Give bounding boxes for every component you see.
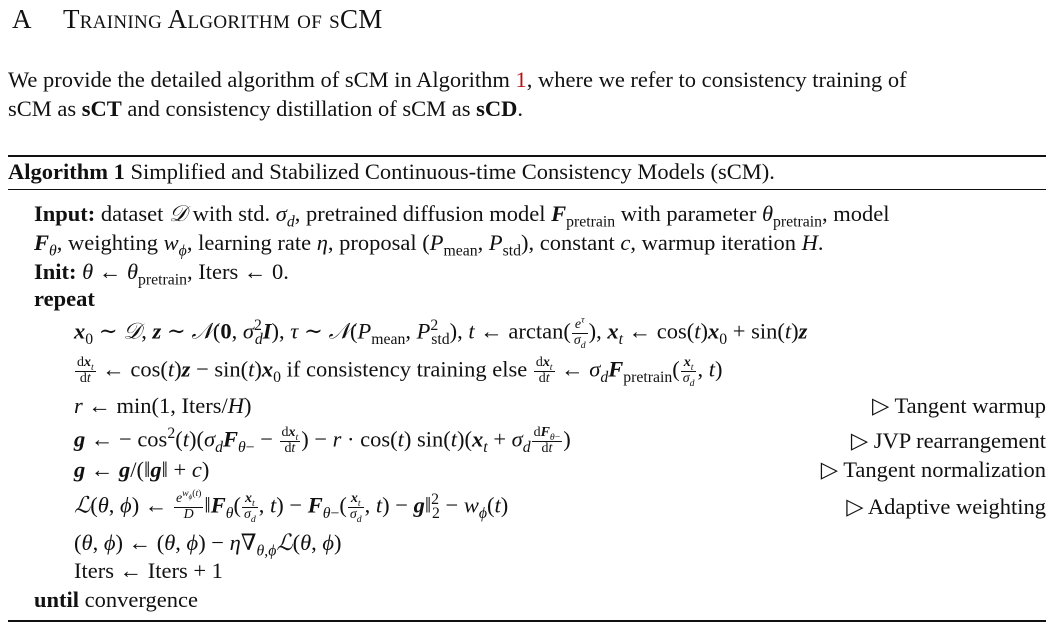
algorithm-init-line: Init: θ ← $\theta_{pretrain}$, Iters ← 0. [34,259,289,289]
until-keyword: until [34,587,80,612]
algorithm-warmup-line: r ← min(1, Iters/H) [74,393,252,418]
init-keyword: Init: [34,259,77,284]
algorithm-label: Algorithm 1 [8,159,125,184]
sct-term: sCT [81,96,122,121]
algorithm-input-line-2: $F_\theta$, weighting $w_\phi$, learning rate η, proposal ($P_{mean}$, $P_{std}$), constant c, warmup iteration H. [34,230,824,260]
algorithm-reference-link[interactable]: 1 [515,67,527,92]
intro-text-2b: and consistency distillation of sCM as [121,96,477,121]
algorithm-mid-rule [8,189,1046,190]
algorithm-caption-text: Simplified and Stabilized Continuous-time Consistency Models (sCM). [124,159,775,184]
algorithm-sampling-line: $x_0$ ∼ 𝒟, z ∼ 𝒩(0, $\sigma^2_dI$), τ ∼ $𝒩(P_{mean}$, $P^2_{std}$), t ← arctan( $\frac{e^\tau}{\sigma_d}$ ), $x_t$ ← $\cos(t)x_0 + \sin(t)z$ [74,314,808,351]
comment-jvp-rearrangement: ▷ JVP rearrangement [850,428,1046,453]
repeat-keyword: repeat [34,286,95,311]
algorithm-until-line [34,587,198,613]
algorithm-caption [8,159,775,185]
algorithm-iters-line: Iters ← Iters + 1 [74,558,223,583]
algorithm-input-line-1: Input: dataset 𝒟 with std. $\sigma_d$, pretrained diffusion model $F_{pretrain}$ with parameter $\theta_{pretrain}$, model [34,201,890,231]
algorithm-tangent-line: $\frac{dx_t}{dt}$ ← $\cos(t)z - \sin(t)x_0$ if consistency training else $\frac{dx_t}{dt}$ ← $\sigma_dF_{pretrain}$( $\frac{x_t}{\sigma_d}$ , t) [77,355,723,389]
algorithm-loss-line: ℒ(θ, ϕ) ← $\frac{e^{w_\phi(t)}}{D}$ $‖F_\theta$( $\frac{x_t}{\sigma_d}$ , $t) - F_{\theta-}$( $\frac{x_t}{\sigma_d}$ , t) − g‖$^2_2$ − $w_\phi(t)$ [74,488,509,525]
intro-text-1b: , where we refer to consistency training of [526,67,907,92]
algorithm-bottom-rule [8,620,1046,622]
algorithm-top-rule [8,155,1046,157]
until-text: convergence [79,587,198,612]
algorithm-update-line: (θ, ϕ) ← (θ, $\phi) - \eta\nabla_{\theta,\phi}ℒ(\theta$, ϕ) [74,530,342,560]
intro-line-2 [8,96,523,122]
comment-tangent-warmup: ▷ Tangent warmup [871,393,1046,418]
intro-text-1a: We provide the detailed algorithm of sCM in Algorithm [8,67,516,92]
algorithm-normalization-line: g ← g/(‖g‖ + c) [74,457,210,482]
section-number: A [12,4,32,34]
intro-text-2c: . [517,96,524,121]
algorithm-jvp-line: g ← − $\cos^2(t)(\sigma_dF_{\theta-}$ − $\frac{dx_t}{dt}$ ) − r · cos(t) $\sin(t)(x_t + \sigma_d$ $\frac{dF_{\theta-}}{dt}$ ) [74,424,571,456]
intro-line-1 [8,67,907,93]
input-keyword: Input: [34,201,96,226]
comment-adaptive-weighting: ▷ Adaptive weighting [846,494,1046,519]
intro-text-2a: sCM as [8,96,82,121]
scd-term: sCD [476,96,518,121]
section-title: Training Algorithm of sCM [63,4,383,34]
comment-tangent-normalization: ▷ Tangent normalization [820,457,1046,482]
